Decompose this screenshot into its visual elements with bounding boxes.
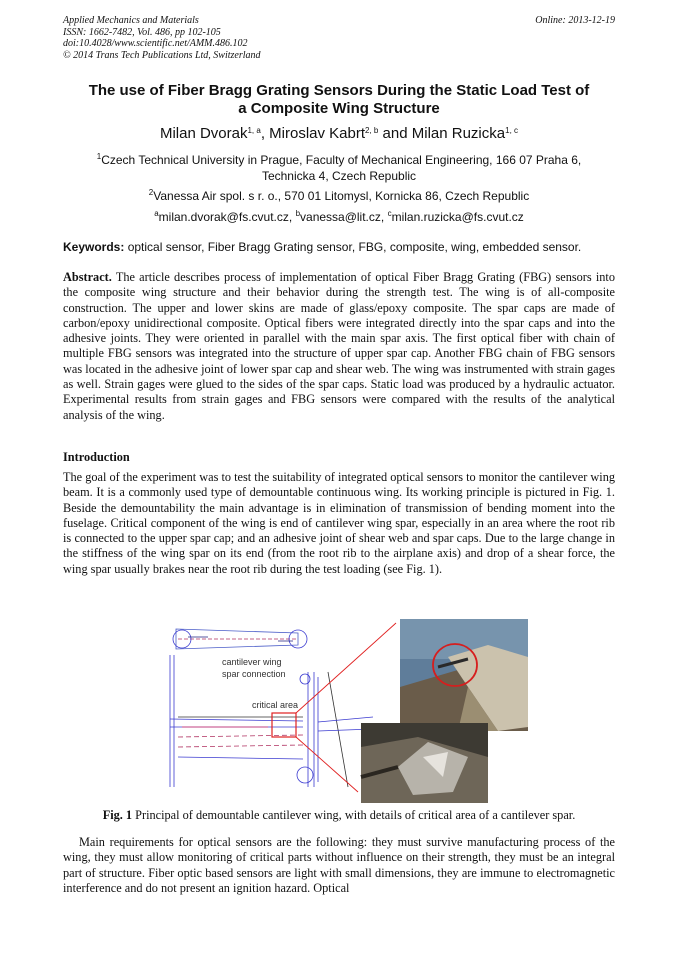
author-3: Milan Ruzicka <box>411 125 506 142</box>
aff2-sup: 2 <box>148 188 154 197</box>
keywords <box>63 240 623 255</box>
online-date: Online: 2013-12-19 <box>535 15 615 26</box>
journal-header <box>63 15 615 61</box>
email-a: milan.dvorak@fs.cvut.cz, <box>158 210 293 224</box>
title-line-1: The use of Fiber Bragg Grating Sensors During the Static Load Test of <box>88 82 590 99</box>
label-critical-area: critical area <box>252 700 299 710</box>
label-cantilever-line-1: cantilever wing <box>222 657 282 667</box>
photo-spar-detail <box>400 619 528 731</box>
figure-1 <box>168 617 530 805</box>
copyright: © 2014 Trans Tech Publications Ltd, Switzerland <box>63 49 261 61</box>
label-cantilever-line-2: spar connection <box>222 669 286 679</box>
aff1-sup: 1 <box>96 152 102 161</box>
email-b: vanessa@lit.cz, <box>300 210 385 224</box>
email-b-sup: b <box>295 209 301 218</box>
requirements-paragraph: Main requirements for optical sensors are the following: they must survive manufacturing process of the wing, they must allow monitoring of critical parts without influence on their strength, they must be an integral part of structure. Fiber optic based sensors are light with small dimensions, they are immune to electromagnetic interference and do not present an ignition hazard. Optical <box>63 835 615 895</box>
photo-broken-spar <box>361 723 488 803</box>
title-line-2: a Composite Wing Structure <box>238 100 440 117</box>
affiliation-2 <box>40 185 638 204</box>
keywords-label: Keywords: <box>63 240 125 254</box>
abstract-label: Abstract. <box>63 270 112 284</box>
intro-paragraph: The goal of the experiment was to test the suitability of integrated optical sensors to monitor the cantilever wing beam. It is a commonly used type of demountable continuous wing. Its working principle is pictured in Fig. 1. Beside the demountability the main advantage is in elimination of transmission of bending moment into the fuselage. Critical component of the wing is end of cantilever wing spar, especially in an area where the root rib is connected to the upper spar cap; and an adhesive joint of shear web and spar caps. Due to the large change in the stiffness of the wing spar on its end (from the root rib to the airplane axis) and drop of a shear force, the wing spar usually brakes near the root rib during the test loading (see Fig. 1). <box>63 470 615 576</box>
affiliation-1 <box>40 149 638 184</box>
aff2-text: Vanessa Air spol. s r. o., 570 01 Litomysl, Kornicka 86, Czech Republic <box>153 189 530 203</box>
doi: doi:10.4028/www.scientific.net/AMM.486.102 <box>63 38 248 49</box>
aff1-line-1: Czech Technical University in Prague, Faculty of Mechanical Engineering, 166 07 Praha 6, <box>101 153 582 167</box>
author-list: Milan Dvorak$^{1, a}$, Miroslav Kabrt$^{2, b}$ and Milan Ruzicka$^{1, c}$ <box>159 125 519 142</box>
paper-title <box>50 82 628 118</box>
author-2: Miroslav Kabrt <box>269 125 366 142</box>
email-c-sup: c <box>387 209 392 218</box>
intro-heading: Introduction <box>63 450 130 464</box>
issn: ISSN: 1662-7482, Vol. 486, pp 102-105 <box>63 26 221 38</box>
author-1-sup: 1, a <box>247 126 261 135</box>
email-c: milan.ruzicka@fs.cvut.cz <box>391 210 524 224</box>
author-3-sup: 1, c <box>505 126 519 135</box>
abstract-text: The article describes process of implementation of optical Fiber Bragg Grating (FBG) sensors into the composite wing structure and their behavior during the strength test. The wing is of all-composite construction. The upper and lower skins are made of glass/epoxy composite. The spar caps are made of carbon/epoxy unidirectional composite. Optical fibers were integrated directly into the spar caps and into the adhesive joints. They were oriented in parallel with the main spar axis. The first optical fiber with chain of multiple FBG sensors was integrated into the structure of upper spar cap. Another FBG chain of FBG sensors was located in the adhesive joint of lower spar cap and shear web. The wing was instrumented with strain gages as well. Strain gages were glued to the sides of the spar caps. Static load was produced by a hydraulic actuator. Experimental results from strain gages and FBG sensors were compared with the results of the analytical analysis of the wing. <box>63 270 615 422</box>
caption-text: Principal of demountable cantilever wing, with details of critical area of a cantilever spar. <box>135 808 576 822</box>
email-a-sup: a <box>154 209 159 218</box>
figure-caption <box>63 808 615 823</box>
aff1-line-2: Technicka 4, Czech Republic <box>261 169 417 183</box>
author-2-sup: 2, b <box>365 126 379 135</box>
author-1: Milan Dvorak <box>159 125 248 142</box>
keywords-text: optical sensor, Fiber Bragg Grating sensor, FBG, composite, wing, embedded sensor. <box>127 240 582 254</box>
journal-name: Applied Mechanics and Materials <box>63 15 199 26</box>
abstract <box>63 270 615 423</box>
author-and: and <box>382 125 408 142</box>
emails <box>40 206 638 225</box>
caption-label: Fig. 1 <box>102 808 133 822</box>
